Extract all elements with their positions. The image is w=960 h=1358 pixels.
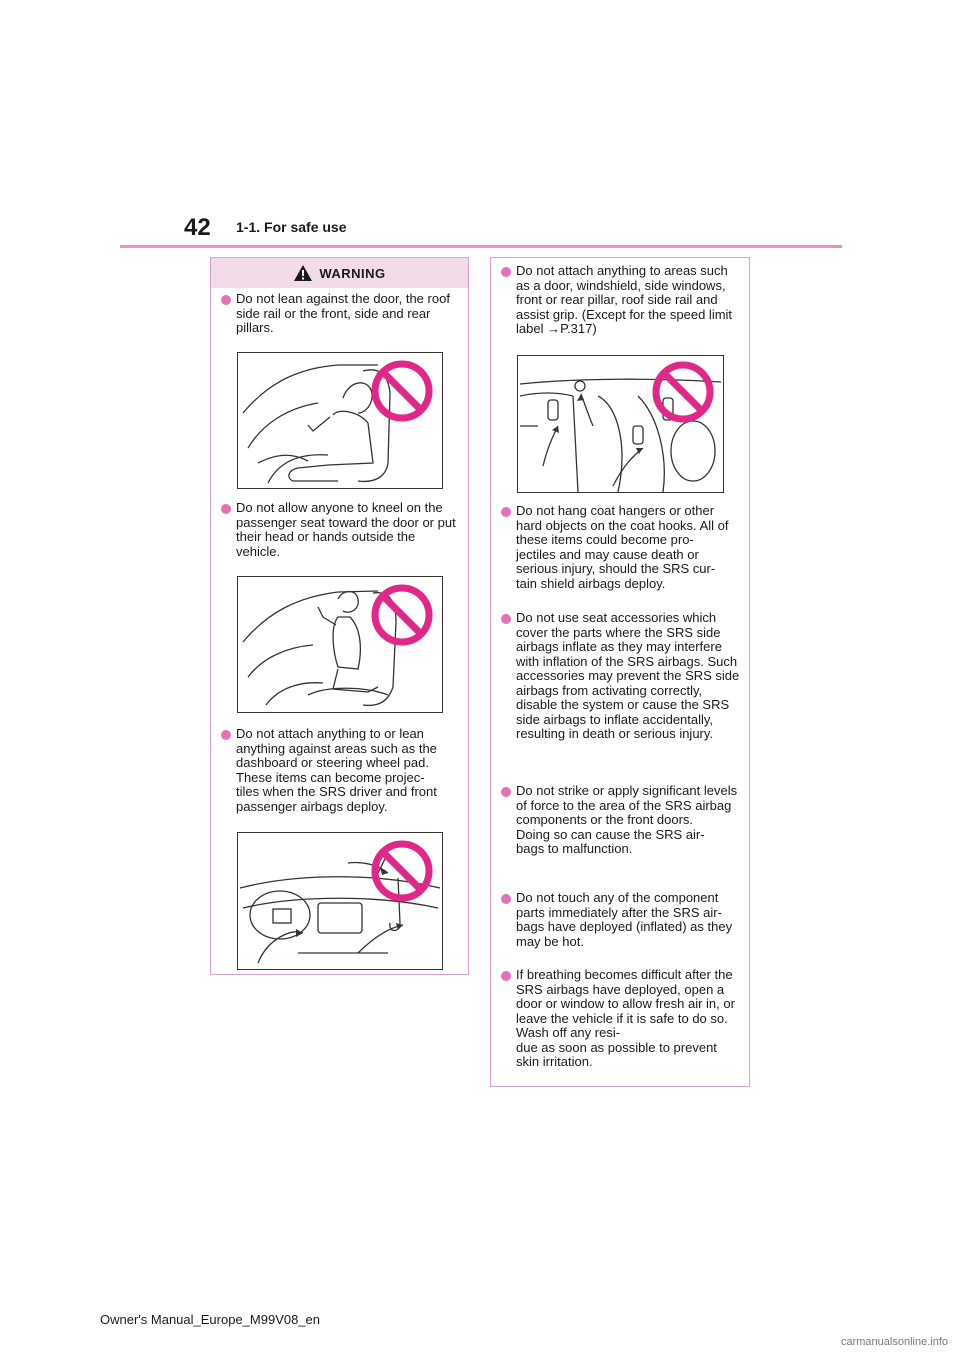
- list-item: [501, 504, 741, 591]
- bullet-icon: [501, 267, 511, 277]
- bullet-icon: [221, 295, 231, 305]
- page-number: 42: [184, 214, 211, 241]
- item-text: Do not allow anyone to kneel on the passenger seat toward the door or put their head or hands outside the vehicle.: [236, 500, 456, 559]
- warning-box-left: [210, 257, 469, 975]
- prohibition-icon: [370, 583, 434, 647]
- section-title: 1-1. For safe use: [236, 219, 347, 235]
- bullet-icon: [501, 614, 511, 624]
- warning-label: WARNING: [319, 265, 386, 281]
- bullet-icon: [501, 971, 511, 981]
- warning-triangle-icon: [293, 264, 313, 282]
- bullet-icon: [501, 894, 511, 904]
- illustration-dashboard: [237, 832, 443, 970]
- item-text: Do not use seat accessories which cover the parts where the SRS side airbags inflate as they may interfere with inflation of the SRS airbags. Such accessories may prevent the SRS side airbags from activating correctly, disable the system or cause the SRS side airbags to inflate accidentally, resulting in death or serious injury.: [516, 610, 740, 741]
- item-text: Do not touch any of the component parts immediately after the SRS air- bags have deployed (inflated) as they may be hot.: [516, 890, 733, 949]
- list-item: [501, 891, 741, 949]
- list-item: [501, 968, 741, 1070]
- list-item: [501, 264, 741, 337]
- header-rule: [120, 245, 842, 248]
- item-text: Do not attach anything to or lean anything against areas such as the dashboard or steering wheel pad. These items can become projec- tiles when the SRS driver and front passenger airbags deploy.: [236, 726, 437, 814]
- footer-manual-name: Owner's Manual_Europe_M99V08_en: [100, 1312, 321, 1327]
- watermark: carmanualsonline.info: [840, 1336, 948, 1348]
- list-item: [221, 292, 461, 336]
- list-item: [501, 611, 741, 742]
- item-text: Do not attach anything to areas such as a door, windshield, side windows, front or rear pillar, roof side rail and assist grip. (Except for the speed limit label →P.317): [516, 263, 733, 336]
- item-text: Do not strike or apply significant levels of force to the area of the SRS airbag components or the front doors. Doing so can cause the SRS air- bags to malfunction.: [516, 783, 738, 856]
- bullet-icon: [221, 504, 231, 514]
- illustration-leaning-door: [237, 352, 443, 489]
- prohibition-icon: [651, 360, 715, 424]
- illustration-interior-pillars: [517, 355, 724, 493]
- bullet-icon: [501, 507, 511, 517]
- illustration-kneeling-seat: [237, 576, 443, 713]
- item-text: Do not hang coat hangers or other hard objects on the coat hooks. All of these items could become pro- jectiles and may cause death or serious injury, should the SRS cur- tain shield airbags deploy.: [516, 503, 729, 591]
- prohibition-icon: [370, 839, 434, 903]
- item-text: If breathing becomes difficult after the SRS airbags have deployed, open a door or window to allow fresh air in, or leave the vehicle if it is safe to do so. Wash off any resi- due as soon as possible to prevent skin irritation.: [516, 967, 735, 1069]
- list-item: [501, 784, 741, 857]
- list-item: [221, 727, 461, 814]
- item-text: Do not lean against the door, the roof side rail or the front, side and rear pillars.: [236, 291, 450, 335]
- warning-box-right: [490, 257, 750, 1087]
- prohibition-icon: [370, 359, 434, 423]
- bullet-icon: [221, 730, 231, 740]
- warning-header: [211, 258, 468, 288]
- bullet-icon: [501, 787, 511, 797]
- list-item: [221, 501, 461, 559]
